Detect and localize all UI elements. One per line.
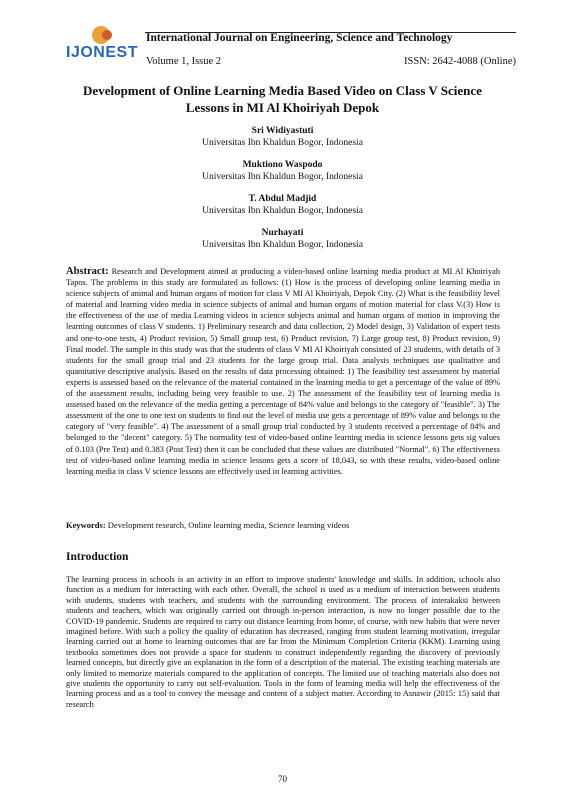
author-name: T. Abdul Madjid <box>248 194 317 204</box>
author-block <box>60 228 505 251</box>
author-list <box>60 126 505 262</box>
section-heading: Introduction <box>66 551 129 563</box>
logo-dot-icon <box>102 30 112 40</box>
author-affiliation: Universitas Ibn Khaldun Bogor, Indonesia <box>202 205 363 216</box>
abstract-label: Abstract: <box>66 266 109 277</box>
keywords-text: Development research, Online learning media, Science learning videos <box>107 520 350 530</box>
header-divider <box>145 32 516 33</box>
author-block <box>60 194 505 217</box>
logo-text: IJONEST <box>66 44 138 61</box>
keywords-label: Keywords: <box>66 520 106 530</box>
paper-title: Development of Online Learning Media Based Video on Class V Science Lessons in MI Al Khoiriyah Depok <box>83 83 482 115</box>
introduction-text: The learning process in schools is an activity in an effort to improve students' knowledge and skills. In addition, schools also function as a medium for interacting with each other. Overall, the school is used as a medium of interaction between students with students, students with teachers, and students with the surrounding environment. The process of interakaksi between students and teachers, which was originally carried out through in-person interaction, is now no longer possible due to the COVID-19 pandemic. Students are required to carry out distance learning from home, of course, with new habits that were never imagined before. With such a policy the quality of education has decreased, ranging from student learning motivation, irregular learning carried out at home to learning outcomes that are far from the Minimum Completion Criteria (KKM). Learning using textbooks sometimes does not provide a space for students to construct independently regarding the discovery of previously learned concepts, but directly give an explanation in the form of a description of the material. The existing teaching materials are only limited to memorize materials compared to the application of concepts. The limited use of teaching materials also does not give students the opportunity to carry out self-evaluation. Tools in the form of learning media will help the effectiveness of the learning process and as a tool to convey the message and content of a subject matter. According to Asnawir (2015: 15) said that research <box>66 575 500 709</box>
journal-title: International Journal on Engineering, Science and Technology <box>146 32 453 44</box>
author-affiliation: Universitas Ibn Khaldun Bogor, Indonesia <box>202 137 363 148</box>
author-affiliation: Universitas Ibn Khaldun Bogor, Indonesia <box>202 171 363 182</box>
abstract-text: Research and Development aimed at producing a video-based online learning media product at MI Al Khoiriyah Tapos. The problems in this study are formulated as follows: (1) How is the process of developing online learning media in science subjects of animal and human organs of motion for class V MI Al Khoiriyah, Depok City. (2) What is the feasibility level of material and learning video media in science subjects of animal and human organs of motion material for class V.(3) How is the effectiveness of the use of media Learning videos in science subjects animal and human organs of motion in improving the learning outcomes of class V students. 1) Preliminary research and data collection, 2) Model design, 3) Validation of expert tests and one-to-one tests, 4) Product revision, 5) Small group test, 6) Product revision, 7) Large group test, 8) Product revision, 9) Final model. The sample in this study was that the students of class V MI Al Khoiriyah consisted of 23 students, with details of 3 students for the small group trial and 23 students for the large group trial. Data analysis techniques use qualitative and quantitative descriptive analysis. Based on the results of data processing obtained: 1) The feasibility test assessment by material experts is assessed based on the relevance of the material contained in the learning media to get a percentage of the value of 89% of the assessment results, including being very feasible to use. 2) The assessment of the feasibility test of learning media is assessed based on the relevance of the media getting a percentage of 84% value and belongs to the category of "feasible". 3) The assessment of the one to one test on students to find out the level of media use gets a percentage of 89% value and belongs to the category of "very feasible". 4) The assessment of a small group trial conducted by 3 students received a percentage of 84% and belonged to the "decent" category. 5) The normality test of video-based online learning media in science lessons gets sig values of 0.103 (Pre Test) and 0.383 (Post Test) then it can be concluded that these values are distributed "Normal". 6) The effectiveness test of video-based online learning media in science lessons gets a score of 18,043, so with these results, video-based online learning media in class V science lessons are effectively used in learning activities. <box>66 267 500 476</box>
author-block <box>60 160 505 183</box>
author-affiliation: Universitas Ibn Khaldun Bogor, Indonesia <box>202 239 363 250</box>
volume-issue: Volume 1, Issue 2 <box>146 56 222 67</box>
author-name: Nurhayati <box>261 228 304 238</box>
abstract <box>66 266 500 477</box>
keywords <box>66 520 500 530</box>
journal-logo <box>66 26 146 66</box>
issn: ISSN: 2642-4088 (Online) <box>404 56 516 67</box>
author-name: Muktiono Waspodo <box>242 160 323 170</box>
author-block <box>60 126 505 149</box>
page-number: 70 <box>278 774 287 784</box>
author-name: Sri Widiyastuti <box>251 126 314 136</box>
journal-header <box>56 20 516 70</box>
